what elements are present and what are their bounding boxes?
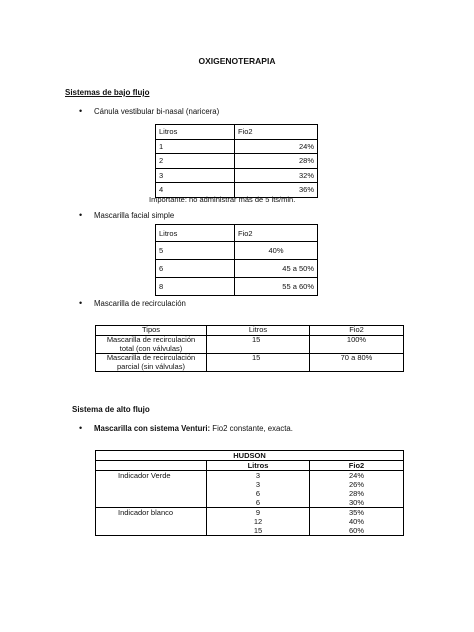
col-header-fio2: Fio2	[310, 326, 404, 336]
table-row	[156, 242, 318, 260]
cell-fio2: 26%	[310, 480, 404, 489]
cell-litros: 6	[207, 489, 310, 498]
cell-tipo: Mascarilla de recirculación parcial (sin válvulas)	[96, 354, 207, 372]
cell-litros: 6	[207, 498, 310, 508]
item-venturi-bold: Mascarilla con sistema Venturi:	[94, 424, 211, 433]
table-row	[96, 471, 404, 481]
col-header-litros: Litros	[207, 326, 310, 336]
bullet-icon: •	[79, 210, 83, 220]
cell-litros: 1	[156, 139, 235, 154]
table-row	[156, 278, 318, 296]
item-mascarilla-recirculacion	[79, 298, 186, 308]
hudson-caption: HUDSON	[96, 451, 404, 461]
recirculacion-table	[95, 325, 404, 372]
col-header-fio2: Fio2	[235, 225, 318, 242]
canula-note: Importante: no administrar más de 5 lts/min.	[149, 195, 296, 204]
cell-fio2: 100%	[310, 336, 404, 354]
cell-fio2: 28%	[310, 489, 404, 498]
cell-litros: 9	[207, 508, 310, 518]
item-canula	[79, 106, 220, 116]
page-title: OXIGENOTERAPIA	[198, 56, 276, 66]
cell-litros: 4	[156, 183, 235, 198]
cell-fio2: 24%	[235, 139, 318, 154]
group-name: Indicador blanco	[96, 508, 207, 536]
col-header-fio2: Fio2	[310, 461, 404, 471]
cell-tipo: Mascarilla de recirculación total (con válvulas)	[96, 336, 207, 354]
cell-fio2: 36%	[235, 183, 318, 198]
item-canula-label: Cánula vestibular bi-nasal (naricera)	[94, 107, 220, 116]
cell-litros: 5	[156, 242, 235, 260]
bullet-icon: •	[79, 423, 83, 433]
cell-litros: 8	[156, 278, 235, 296]
col-header-litros: Litros	[156, 125, 235, 140]
table-row	[96, 508, 404, 518]
cell-litros: 6	[156, 260, 235, 278]
cell-fio2: 28%	[235, 154, 318, 169]
table-row	[96, 354, 404, 372]
col-header-fio2: Fio2	[235, 125, 318, 140]
table-row	[96, 336, 404, 354]
table-row	[156, 139, 318, 154]
hudson-table	[95, 450, 404, 536]
canula-table	[155, 124, 318, 198]
item-venturi	[79, 423, 293, 433]
cell-fio2: 35%	[310, 508, 404, 518]
table-row	[156, 168, 318, 183]
cell-fio2: 70 a 80%	[310, 354, 404, 372]
group-name: Indicador Verde	[96, 471, 207, 508]
cell-fio2: 24%	[310, 471, 404, 481]
cell-fio2: 40%	[310, 517, 404, 526]
cell-litros: 3	[207, 471, 310, 481]
bullet-icon: •	[79, 106, 83, 116]
mascarilla-simple-table	[155, 224, 318, 296]
item-venturi-rest: Fio2 constante, exacta.	[210, 424, 293, 433]
table-row	[156, 260, 318, 278]
cell-fio2: 40%	[235, 242, 318, 260]
bullet-icon: •	[79, 298, 83, 308]
cell-litros: 12	[207, 517, 310, 526]
cell-fio2: 60%	[310, 526, 404, 536]
cell-litros: 3	[207, 480, 310, 489]
low-flow-heading: Sistemas de bajo flujo	[65, 88, 150, 97]
cell-litros: 15	[207, 354, 310, 372]
col-header-litros: Litros	[156, 225, 235, 242]
high-flow-heading: Sistema de alto flujo	[72, 405, 150, 414]
cell-fio2: 32%	[235, 168, 318, 183]
cell-fio2: 45 a 50%	[235, 260, 318, 278]
cell-fio2: 55 a 60%	[235, 278, 318, 296]
item-mascarilla-recirculacion-label: Mascarilla de recirculación	[94, 299, 186, 308]
cell-fio2: 30%	[310, 498, 404, 508]
cell-litros: 15	[207, 336, 310, 354]
col-header-litros: Litros	[207, 461, 310, 471]
col-header-tipos: Tipos	[96, 326, 207, 336]
cell-litros: 2	[156, 154, 235, 169]
item-mascarilla-simple-label: Mascarilla facial simple	[94, 211, 175, 220]
cell-litros: 15	[207, 526, 310, 536]
item-mascarilla-simple	[79, 210, 175, 220]
cell-litros: 3	[156, 168, 235, 183]
table-row	[156, 154, 318, 169]
